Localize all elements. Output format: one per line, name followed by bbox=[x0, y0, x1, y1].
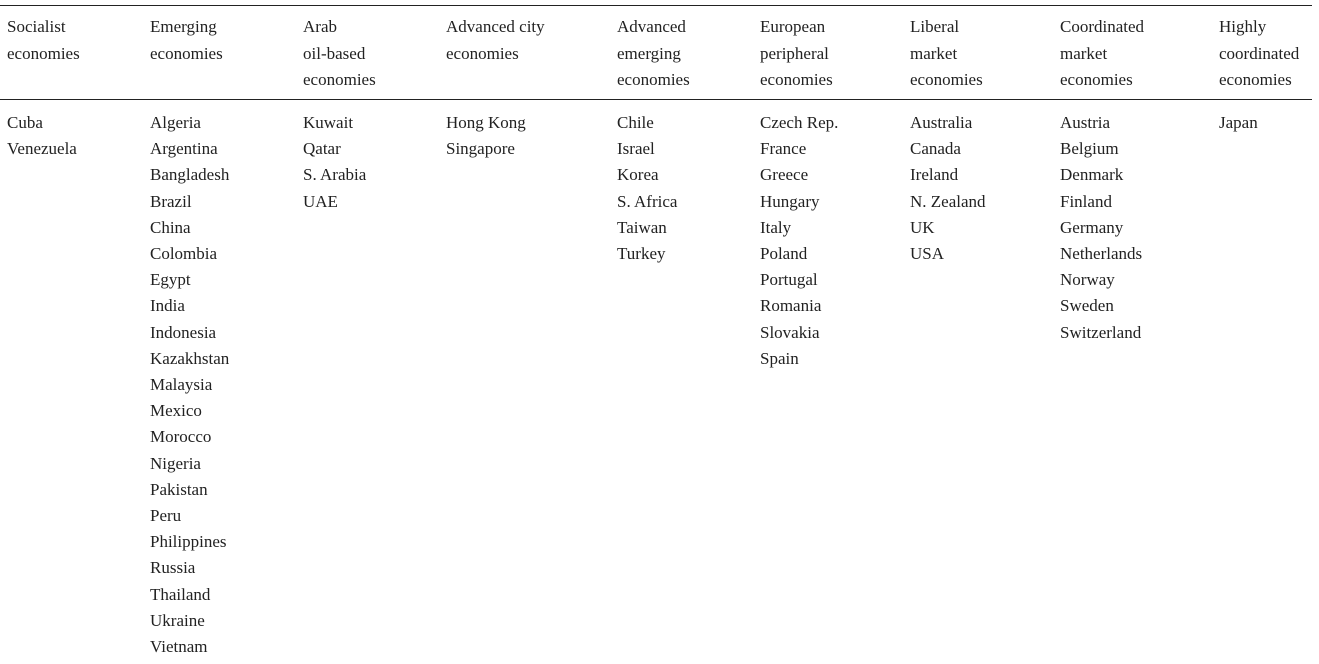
country-cell: Chile bbox=[617, 113, 654, 132]
column-header-line: Emerging bbox=[150, 17, 217, 36]
country-cell: Norway bbox=[1060, 270, 1115, 290]
column-header-line: Advanced city bbox=[446, 17, 545, 36]
column-header-line: economies bbox=[1219, 70, 1292, 89]
country-cell: Hungary bbox=[760, 191, 820, 211]
country-cell: China bbox=[150, 217, 191, 237]
country-cell: Romania bbox=[760, 296, 822, 316]
column-header-line: economies bbox=[7, 43, 80, 63]
column-header-line: peripheral bbox=[760, 43, 829, 63]
country-cell: Pakistan bbox=[150, 479, 208, 499]
column-header-line: Coordinated bbox=[1060, 17, 1145, 36]
country-cell: Korea bbox=[617, 165, 659, 185]
country-cell: Philippines bbox=[150, 532, 227, 552]
country-cell: Indonesia bbox=[150, 322, 217, 342]
country-cell: Switzerland bbox=[1060, 322, 1142, 342]
country-cell: Colombia bbox=[150, 244, 218, 264]
country-cell: Malaysia bbox=[150, 375, 213, 395]
column-header-line: oil-based bbox=[303, 43, 366, 63]
country-cell: Qatar bbox=[303, 139, 341, 159]
country-cell: Nigeria bbox=[150, 453, 201, 473]
country-cell: India bbox=[150, 296, 185, 316]
country-cell: UK bbox=[910, 217, 935, 237]
table-header-rule bbox=[0, 99, 1312, 100]
country-cell: Brazil bbox=[150, 191, 192, 211]
country-cell: Cuba bbox=[7, 113, 43, 132]
country-cell: Singapore bbox=[446, 139, 515, 159]
country-cell: France bbox=[760, 139, 807, 159]
country-cell: Greece bbox=[760, 165, 809, 185]
country-cell: Peru bbox=[150, 506, 182, 526]
country-cell: Australia bbox=[910, 113, 973, 132]
column-header-line: economies bbox=[617, 70, 690, 89]
country-list bbox=[7, 110, 77, 162]
country-cell: Austria bbox=[1060, 113, 1111, 132]
column-header-line: Highly bbox=[1219, 17, 1267, 36]
country-cell: Portugal bbox=[760, 270, 818, 290]
column-header bbox=[7, 14, 80, 67]
column-header-line: economies bbox=[150, 43, 223, 63]
country-list bbox=[910, 110, 986, 267]
column-header-line: Liberal bbox=[910, 17, 960, 36]
column-header bbox=[446, 14, 545, 67]
column-header-line: coordinated bbox=[1219, 43, 1300, 63]
country-cell: Vietnam bbox=[150, 637, 208, 657]
country-cell: Thailand bbox=[150, 584, 211, 604]
column-header bbox=[617, 14, 690, 94]
column-header-line: European bbox=[760, 17, 826, 36]
column-header bbox=[303, 14, 376, 94]
country-cell: Russia bbox=[150, 558, 196, 578]
column-header-line: economies bbox=[760, 70, 833, 89]
country-cell: N. Zealand bbox=[910, 191, 986, 211]
column-header-line: Advanced bbox=[617, 17, 686, 36]
country-cell: Ireland bbox=[910, 165, 959, 185]
country-cell: USA bbox=[910, 244, 945, 264]
country-cell: Germany bbox=[1060, 217, 1124, 237]
country-cell: Hong Kong bbox=[446, 113, 526, 132]
country-cell: Kazakhstan bbox=[150, 348, 230, 368]
column-header-line: economies bbox=[1060, 70, 1133, 89]
country-cell: Italy bbox=[760, 217, 792, 237]
country-cell: Algeria bbox=[150, 113, 201, 132]
country-cell: Japan bbox=[1219, 113, 1258, 132]
country-cell: Egypt bbox=[150, 270, 191, 290]
country-cell: Morocco bbox=[150, 427, 212, 447]
country-cell: Bangladesh bbox=[150, 165, 230, 185]
column-header-line: Socialist bbox=[7, 17, 66, 36]
country-list bbox=[1060, 110, 1142, 346]
country-cell: Czech Rep. bbox=[760, 113, 839, 132]
country-cell: UAE bbox=[303, 191, 338, 211]
column-header-line: economies bbox=[303, 70, 376, 89]
column-header bbox=[1219, 14, 1299, 94]
column-header bbox=[910, 14, 983, 94]
country-cell: Taiwan bbox=[617, 217, 667, 237]
column-header-line: economies bbox=[910, 70, 983, 89]
country-cell: Poland bbox=[760, 244, 808, 264]
country-cell: Canada bbox=[910, 139, 961, 159]
country-list bbox=[446, 110, 526, 162]
column-header-line: market bbox=[910, 43, 958, 63]
column-header-line: Arab bbox=[303, 17, 337, 36]
column-header-line: market bbox=[1060, 43, 1108, 63]
country-cell: Kuwait bbox=[303, 113, 354, 132]
country-list bbox=[150, 110, 229, 660]
country-cell: Sweden bbox=[1060, 296, 1114, 316]
country-cell: Spain bbox=[760, 348, 799, 368]
country-cell: Ukraine bbox=[150, 610, 205, 630]
country-cell: Slovakia bbox=[760, 322, 820, 342]
column-header bbox=[1060, 14, 1144, 94]
country-cell: Argentina bbox=[150, 139, 218, 159]
country-cell: Denmark bbox=[1060, 165, 1124, 185]
country-list bbox=[1219, 110, 1258, 136]
country-cell: Finland bbox=[1060, 191, 1112, 211]
country-cell: Belgium bbox=[1060, 139, 1119, 159]
column-header bbox=[150, 14, 223, 67]
column-header-line: emerging bbox=[617, 43, 681, 63]
country-list bbox=[760, 110, 838, 372]
country-cell: S. Africa bbox=[617, 191, 678, 211]
country-cell: Mexico bbox=[150, 401, 202, 421]
country-cell: S. Arabia bbox=[303, 165, 367, 185]
country-cell: Turkey bbox=[617, 244, 666, 264]
country-list bbox=[617, 110, 677, 267]
table-top-rule bbox=[0, 5, 1312, 6]
country-cell: Israel bbox=[617, 139, 655, 159]
column-header bbox=[760, 14, 833, 94]
country-list bbox=[303, 110, 366, 215]
column-header-line: economies bbox=[446, 43, 519, 63]
country-cell: Netherlands bbox=[1060, 244, 1143, 264]
country-cell: Venezuela bbox=[7, 139, 77, 159]
